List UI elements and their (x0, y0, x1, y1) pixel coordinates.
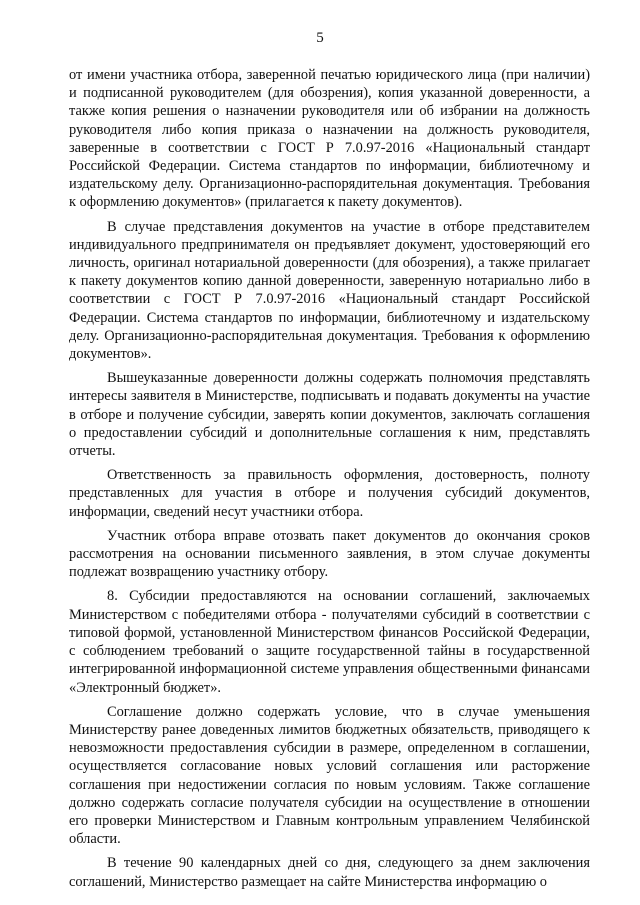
paragraph: Ответственность за правильность оформления, достоверность, полноту представленных для участия в отборе и получения субсидий документов, информации, сведений несут участники отбора. (69, 467, 590, 520)
paragraph: от имени участника отбора, заверенной печатью юридического лица (при наличии) и подписанной руководителем (для обозрения), копия указанной доверенности, а также копия решения о назначении руководителя или об избрании на должность руководителя либо копия приказа о назначении на должность руководителя, заверенные в соответствии с ГОСТ Р 7.0.97-2016 «Национальный стандарт Российской Федерации. Система стандартов по информации, библиотечному и издательскому делу. Организационно-распорядительная документация. Требования к оформлению документов» (прилагается к пакету документов). (69, 67, 590, 211)
paragraph: В течение 90 календарных дней со дня, следующего за днем заключения соглашений, Министерство размещает на сайте Министерства информацию о (69, 855, 590, 890)
page-number: 5 (316, 30, 324, 46)
paragraph: 8. Субсидии предоставляются на основании соглашений, заключаемых Министерством с победителями отбора - получателями субсидий в соответствии с типовой формой, установленной Министерством финансов Российской Федерации, с соблюдением требований о защите государственной тайны в государственной интегрированной информационной системе управления общественными финансами «Электронный бюджет». (69, 588, 590, 696)
paragraph: В случае представления документов на участие в отборе представителем индивидуального предпринимателя он предъявляет документ, удостоверяющий его личность, оригинал нотариальной доверенности (для обозрения), а также прилагает к пакету документов копию данной доверенности, заверенную нотариально либо в соответствии с ГОСТ Р 7.0.97-2016 «Национальный стандарт Российской Федерации. Система стандартов по информации, библиотечному и издательскому делу. Организационно-распорядительная документация. Требования к оформлению документов». (69, 218, 590, 363)
paragraph: Вышеуказанные доверенности должны содержать полномочия представлять интересы заявителя в Министерстве, подписывать и подавать документы на участие в отборе и получение субсидии, заверять копии документов, заключать соглашения о предоставлении субсидий и дополнительные соглашения к ним, представлять отчеты. (69, 370, 590, 460)
document-body (69, 66, 590, 897)
paragraph: Участник отбора вправе отозвать пакет документов до окончания сроков рассмотрения на основании письменного заявления, в этом случае документы подлежат возвращению участнику отбору. (69, 527, 590, 581)
paragraph: Соглашение должно содержать условие, что в случае уменьшения Министерству ранее доведенных лимитов бюджетных обязательств, приводящего к невозможности предоставления субсидии в размере, определенном в соглашении, осуществляется согласование новых условий соглашения или расторжение соглашения при недостижении согласия по новым условиям. Также соглашение должно содержать согласие получателя субсидии на осуществление в отношении его проверки Министерством и Главным контрольным управлением Челябинской области. (69, 703, 590, 848)
